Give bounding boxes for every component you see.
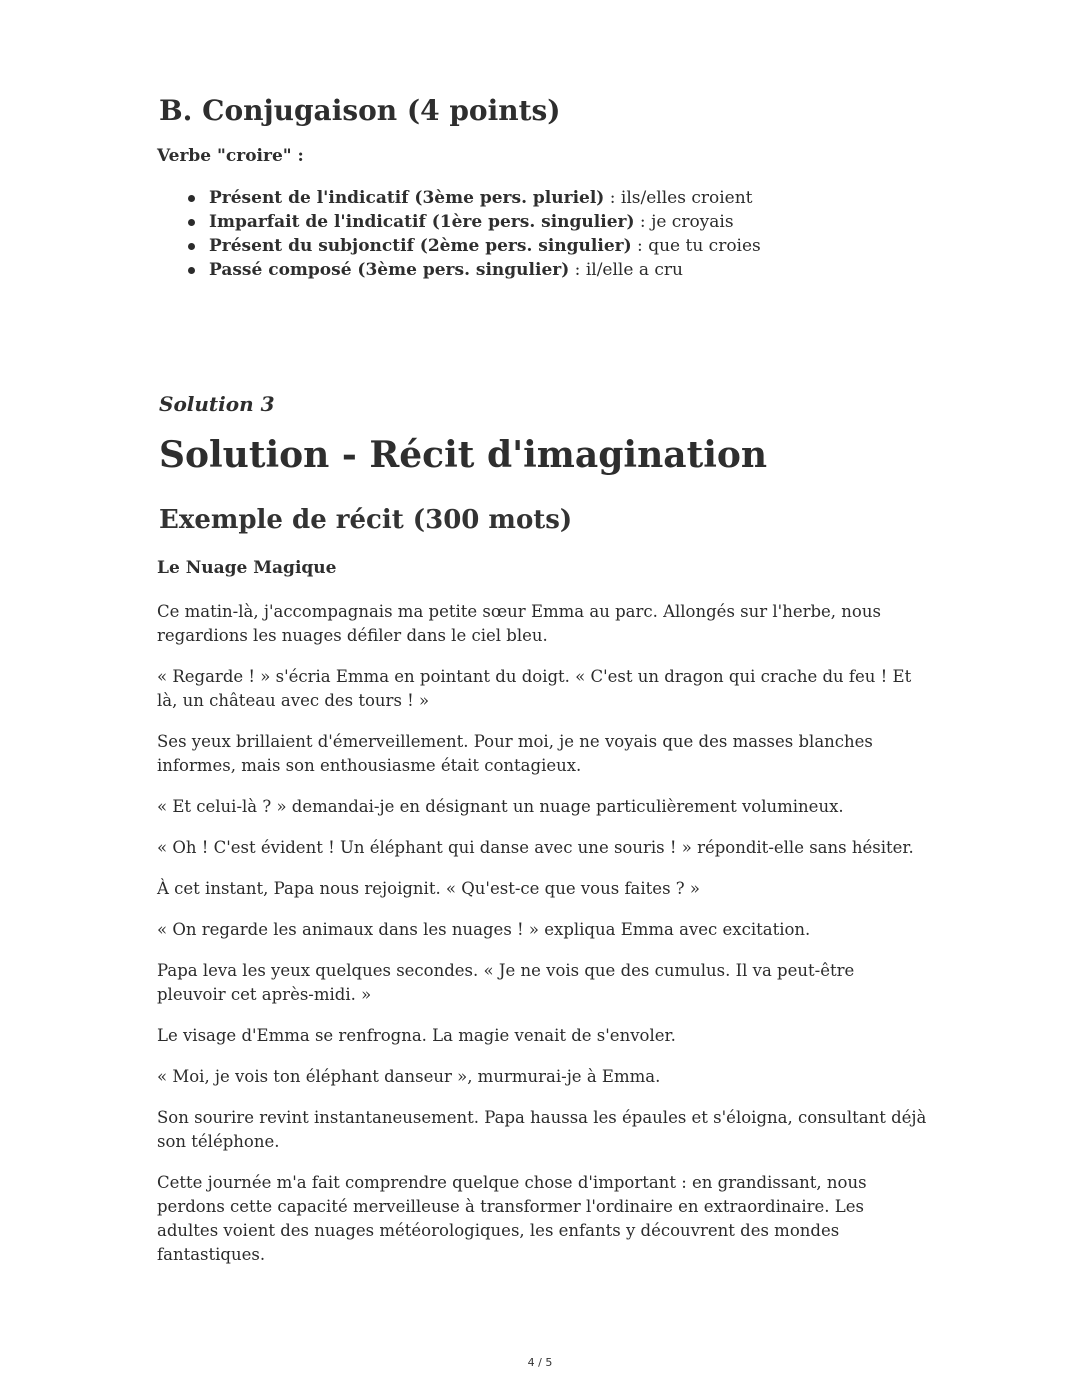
story-paragraph: « Moi, je vois ton éléphant danseur », murmurai-je à Emma. (157, 1067, 661, 1086)
conjugation-tense: Présent de l'indicatif (3ème pers. pluriel) (209, 188, 605, 208)
story-paragraph: Ses yeux brillaient d'émerveillement. Pour moi, je ne voyais que des masses blanches informes, mais son enthousiasme était contagieux. (157, 732, 873, 775)
story-body (157, 600, 927, 1284)
story-paragraph: « Et celui-là ? » demandai-je en désignant un nuage particulièrement volumineux. (157, 797, 844, 816)
conjugation-item (209, 210, 761, 234)
conjugation-item (209, 234, 761, 258)
solution-label: Solution 3 (159, 392, 275, 416)
story-paragraph: Le visage d'Emma se renfrogna. La magie venait de s'envoler. (157, 1026, 676, 1045)
conjugation-list (157, 186, 761, 282)
page-number: 4 / 5 (527, 1356, 553, 1369)
conjugation-tense: Passé composé (3ème pers. singulier) (209, 260, 570, 280)
story-paragraph: Son sourire revint instantaneusement. Papa haussa les épaules et s'éloigna, consultant déjà son téléphone. (157, 1108, 927, 1151)
solution-subtitle: Exemple de récit (300 mots) (159, 505, 573, 535)
story-paragraph: « Regarde ! » s'écria Emma en pointant du doigt. « C'est un dragon qui crache du feu ! Et là, un château avec des tours ! » (157, 667, 912, 710)
solution-title: Solution - Récit d'imagination (159, 434, 768, 476)
story-paragraph: Ce matin-là, j'accompagnais ma petite sœur Emma au parc. Allongés sur l'herbe, nous regardions les nuages défiler dans le ciel bleu. (157, 602, 881, 645)
conjugation-form: : il/elle a cru (569, 260, 683, 280)
section-b-title: B. Conjugaison (4 points) (159, 94, 561, 127)
conjugation-form: : ils/elles croient (604, 188, 753, 208)
conjugation-item (209, 186, 761, 210)
conjugation-tense: Imparfait de l'indicatif (1ère pers. singulier) (209, 212, 635, 232)
conjugation-tense: Présent du subjonctif (2ème pers. singulier) (209, 236, 632, 256)
story-paragraph: « Oh ! C'est évident ! Un éléphant qui danse avec une souris ! » répondit-elle sans hésiter. (157, 838, 914, 857)
conjugation-form: : que tu croies (631, 236, 761, 256)
story-paragraph: Papa leva les yeux quelques secondes. « Je ne vois que des cumulus. Il va peut-être pleuvoir cet après-midi. » (157, 961, 855, 1004)
story-title: Le Nuage Magique (157, 558, 337, 578)
story-paragraph: Cette journée m'a fait comprendre quelque chose d'important : en grandissant, nous perdons cette capacité merveilleuse à transformer l'ordinaire en extraordinaire. Les adultes voient des nuages météorologiques, les enfants y découvrent des mondes fantastiques. (157, 1173, 867, 1264)
story-paragraph: À cet instant, Papa nous rejoignit. « Qu'est-ce que vous faites ? » (157, 879, 700, 898)
conjugation-item (209, 258, 761, 282)
conjugation-form: : je croyais (634, 212, 734, 232)
verb-label: Verbe "croire" : (157, 146, 304, 166)
story-paragraph: « On regarde les animaux dans les nuages ! » expliqua Emma avec excitation. (157, 920, 811, 939)
